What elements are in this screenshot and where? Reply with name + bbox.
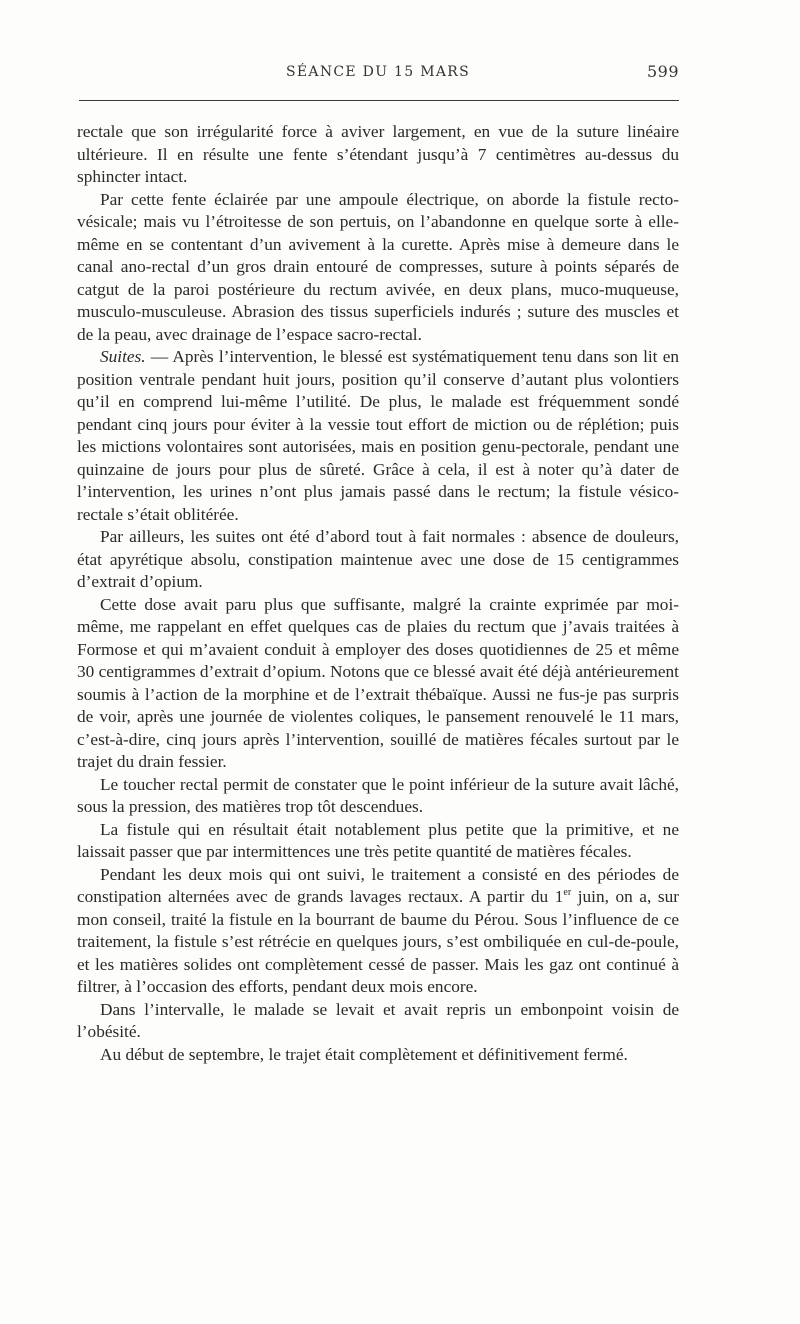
paragraph <box>77 121 679 189</box>
paragraph <box>77 864 679 999</box>
header-rule <box>79 100 679 101</box>
paragraph-text: Cette dose avait paru plus que suffisante, malgré la crainte exprimée par moi-même, me rappelant en effet quelques cas de plaies du rectum que j’avais traitées à Formose et qui m’avaient conduit à employer des doses quotidiennes de 25 et même 30 centigrammes d’extrait d’opium. Notons que ce blessé avait été déjà antérieurement soumis à l’action de la morphine et de l’extrait thébaïque. Aussi ne fus-je pas surpris de voir, après une journée de violentes coliques, le pansement renouvelé le 11 mars, c’est-à-dire, cinq jours après l’intervention, souillé de matières fécales surtout par le trajet du drain fessier. <box>77 594 679 771</box>
paragraph <box>77 189 679 347</box>
paragraph-text: Dans l’intervalle, le malade se levait et avait repris un embonpoint voisin de l’obésité. <box>77 999 679 1041</box>
paragraph-text: Par ailleurs, les suites ont été d’abord tout à fait normales : absence de douleurs, état apyrétique absolu, constipation maintenue avec une dose de 15 centigrammes d’extrait d’opium. <box>77 527 679 591</box>
paragraph <box>77 594 679 774</box>
paragraph <box>77 819 679 864</box>
paragraph-text: Le toucher rectal permit de constater que le point inférieur de la suture avait lâché, sous la pression, des matières trop tôt descendues. <box>77 774 679 816</box>
paragraph <box>77 999 679 1044</box>
section-lead: Suites. <box>100 347 146 366</box>
body-text <box>77 121 679 1066</box>
paragraph <box>77 346 679 526</box>
paragraph-text: Au début de septembre, le trajet était complètement et définitivement fermé. <box>100 1044 628 1064</box>
paragraph-text: rectale que son irrégularité force à aviver largement, en vue de la suture linéaire ultérieure. Il en résulte une fente s’étendant jusqu’à 7 centimètres au-dessus du sphincter intact. <box>77 122 679 186</box>
paragraph-text: — Après l’intervention, le blessé est systématiquement tenu dans son lit en position ventrale pendant huit jours, position qu’il conserve d’autant plus volontiers qu’il en comprend lui-même l’utilité. De plus, le malade est fréquemment sondé pendant cinq jours pour éviter à la vessie tout effort de miction ou de réplétion; puis les mictions volontaires sont autorisées, mais en position genu-pectorale, pendant une quinzaine de jours pour plus de sûreté. Grâce à cela, il est à noter qu’à dater de l’intervention, les urines n’ont plus jamais passé dans le rectum; la fistule vésico-rectale s’était oblitérée. <box>77 347 679 524</box>
running-title: SÉANCE DU 15 MARS <box>286 64 470 80</box>
paragraph-text: Pendant les deux mois qui ont suivi, le traitement a consisté en des périodes de constipation alternées avec de grands lavages rectaux. A partir du 1 <box>77 864 679 906</box>
paragraph-text: Par cette fente éclairée par une ampoule électrique, on aborde la fistule recto-vésicale; mais vu l’étroitesse de son pertuis, on l’abandonne en quelque sorte à elle-même en se contentant d’un avivement à la curette. Après mise à demeure dans le canal ano-rectal d’un gros drain entouré de compresses, suture à points séparés de catgut de la paroi postérieure du rectum avivée, en deux plans, muco-muqueuse, musculo-musculeuse. Abrasion des tissus superficiels indurés ; suture des muscles et de la peau, avec drainage de l’espace sacro-rectal. <box>77 189 679 344</box>
page-header <box>77 58 679 96</box>
ordinal-superscript: er <box>563 887 572 899</box>
page-number: 599 <box>646 62 679 81</box>
paragraph <box>77 526 679 594</box>
paragraph-text: La fistule qui en résultait était notablement plus petite que la primitive, et ne laissait passer que par intermittences une très petite quantité de matières fécales. <box>77 819 679 861</box>
paragraph <box>77 1044 679 1067</box>
document-page <box>77 58 679 1064</box>
paragraph-text: juin, on a, sur mon conseil, traité la fistule en la bourrant de baume du Pérou. Sous l’influence de ce traitement, la fistule s’est rétrécie en quelques jours, s’est ombiliquée en cul-de-poule, et les matières solides ont complètement cessé de passer. Mais les gaz ont continué à filtrer, à l’occasion des efforts, pendant deux mois encore. <box>77 887 679 996</box>
paragraph <box>77 774 679 819</box>
